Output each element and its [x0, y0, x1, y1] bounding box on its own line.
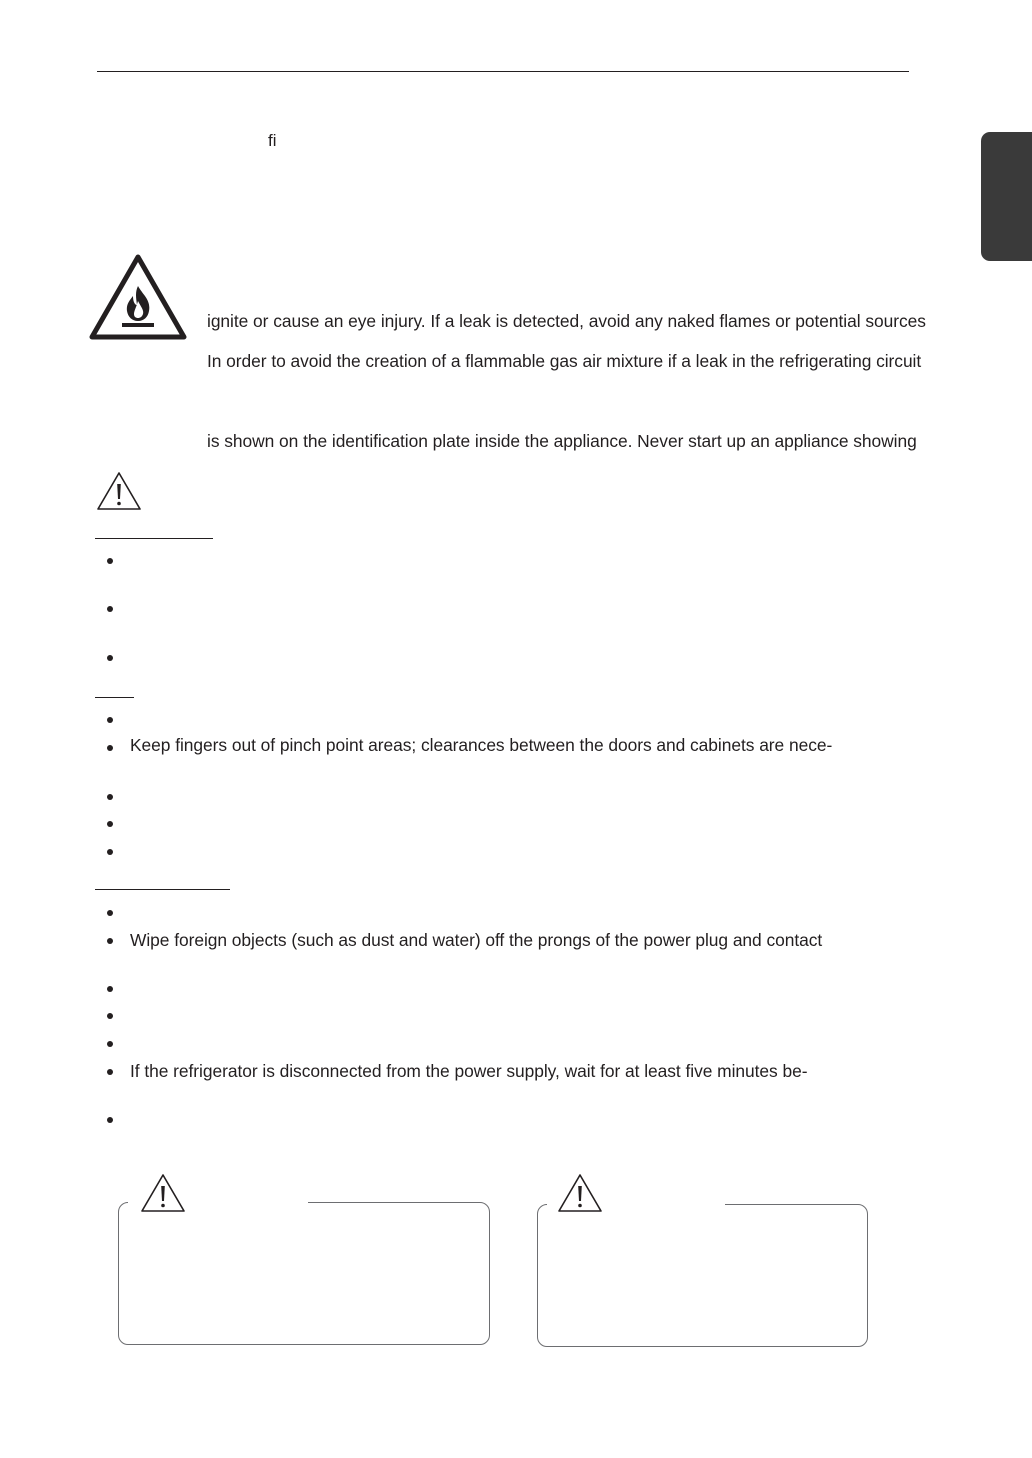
section-2-bullet-3: [107, 794, 113, 800]
refrigerant-warning-line-1: ignite or cause an eye injury. If a leak is detected, avoid any naked flames or potential sources: [207, 311, 926, 331]
section-3-item-6: If the refrigerator is disconnected from the power supply, wait for at least five minutes be-: [130, 1061, 808, 1081]
section-2-bullet-4: [107, 821, 113, 827]
section-3-bullet-4: [107, 1013, 113, 1019]
section-3-bullet-2: [107, 938, 113, 944]
section-3-bullet-5: [107, 1041, 113, 1047]
section-2-bullet-5: [107, 849, 113, 855]
caution-triangle-icon: [95, 470, 143, 512]
section-2-underline: [95, 697, 134, 698]
section-2-item-2: Keep fingers out of pinch point areas; clearances between the doors and cabinets are nece-: [130, 735, 833, 755]
header-fragment: ﬁ: [268, 131, 277, 150]
section-3-bullet-3: [107, 986, 113, 992]
section-2-bullet-2: [107, 745, 113, 751]
section-3-item-2: Wipe foreign objects (such as dust and water) off the prongs of the power plug and contact: [130, 930, 823, 950]
section-3-bullet-1: [107, 910, 113, 916]
section-3-bullet-6: [107, 1069, 113, 1075]
section-1-bullet-1: [107, 558, 113, 564]
flammable-warning-icon: [88, 253, 188, 346]
section-3-underline: [95, 889, 230, 890]
caution-triangle-icon: [556, 1172, 604, 1214]
header-rule: [97, 71, 909, 72]
language-side-tab: [981, 132, 1032, 261]
refrigerant-warning-line-2: In order to avoid the creation of a flammable gas air mixture if a leak in the refrigerating circuit: [207, 351, 922, 371]
section-1-underline: [95, 538, 213, 539]
section-2-bullet-1: [107, 717, 113, 723]
caution-box-left: [118, 1202, 490, 1345]
refrigerant-warning-line-3: is shown on the identification plate inside the appliance. Never start up an appliance showing: [207, 431, 917, 451]
section-1-bullet-2: [107, 606, 113, 612]
caution-box-right: [537, 1204, 868, 1347]
caution-triangle-icon: [139, 1172, 187, 1214]
section-1-bullet-3: [107, 655, 113, 661]
section-3-bullet-7: [107, 1117, 113, 1123]
